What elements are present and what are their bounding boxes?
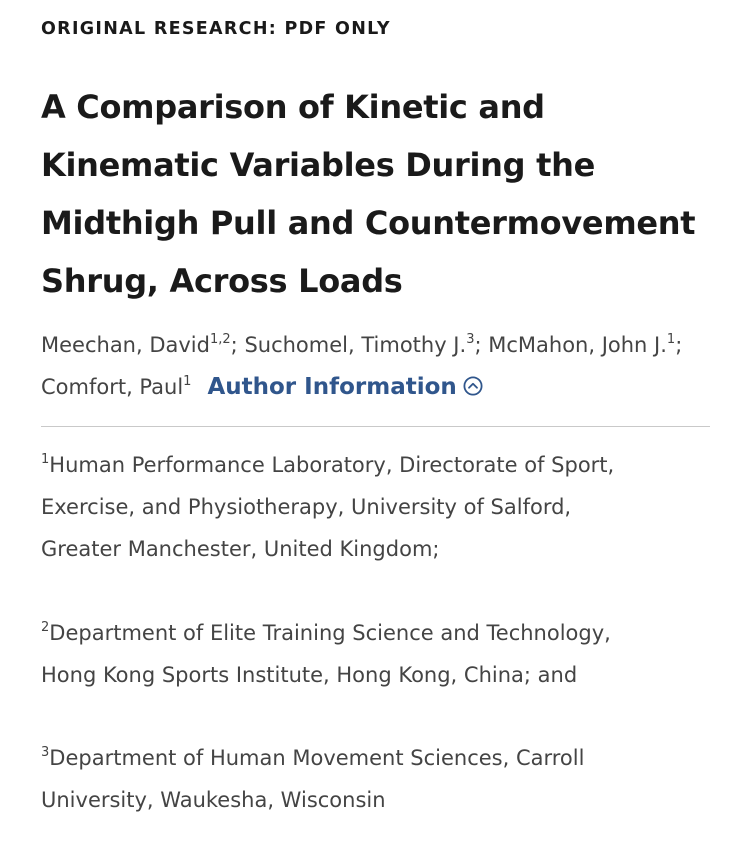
author-affiliation-sup: 3 [466, 332, 475, 347]
title-line: A Comparison of Kinetic and [41, 88, 545, 126]
author-information-toggle[interactable] [207, 374, 482, 400]
chevron-up-circle-icon [463, 376, 483, 396]
affiliation-sup: 1 [41, 452, 50, 467]
affiliation-item [41, 737, 713, 821]
affiliation-text: Greater Manchester, United Kingdom; [41, 537, 440, 561]
affiliation-text: University, Waukesha, Wisconsin [41, 788, 386, 812]
article-title [41, 78, 713, 310]
author-affiliation-sup: 1 [666, 332, 676, 347]
affiliation-text: Hong Kong Sports Institute, Hong Kong, China; and [41, 663, 578, 687]
affiliation-sup: 3 [41, 745, 50, 760]
affiliation-text: Exercise, and Physiotherapy, University of Salford, [41, 495, 572, 519]
author-name[interactable]: Meechan, David$^{1,2}$ [41, 332, 231, 357]
section-divider [41, 426, 710, 427]
affiliation-item [41, 612, 713, 696]
title-line: Midthigh Pull and Countermovement [41, 204, 696, 242]
author-name[interactable]: Comfort, Paul$^1$ [41, 374, 192, 399]
author-name[interactable]: McMahon, John J.$^1$ [488, 332, 676, 357]
article-category: ORIGINAL RESEARCH: PDF ONLY [41, 19, 391, 39]
author-affiliation-sup: 1 [183, 374, 192, 389]
affiliation-text: Department of Human Movement Sciences, Carroll [49, 746, 585, 770]
affiliation-sup: 2 [41, 620, 50, 635]
author-list: Meechan, David$^{1,2}$; Suchomel, Timothy J.$^3$; McMahon, John J.$^1$; Comfort, Paul$^1$ Author Information [41, 332, 683, 400]
author-name[interactable]: Suchomel, Timothy J.$^3$ [244, 332, 475, 357]
title-line: Kinematic Variables During the [41, 146, 595, 184]
author-information-label: Author Information [207, 374, 457, 400]
author-affiliation-sup: 1,2 [209, 332, 231, 347]
affiliation-text: Department of Elite Training Science and Technology, [49, 621, 611, 645]
title-line: Shrug, Across Loads [41, 262, 403, 300]
affiliation-item [41, 444, 713, 570]
affiliation-text: Human Performance Laboratory, Directorate of Sport, [49, 453, 615, 477]
